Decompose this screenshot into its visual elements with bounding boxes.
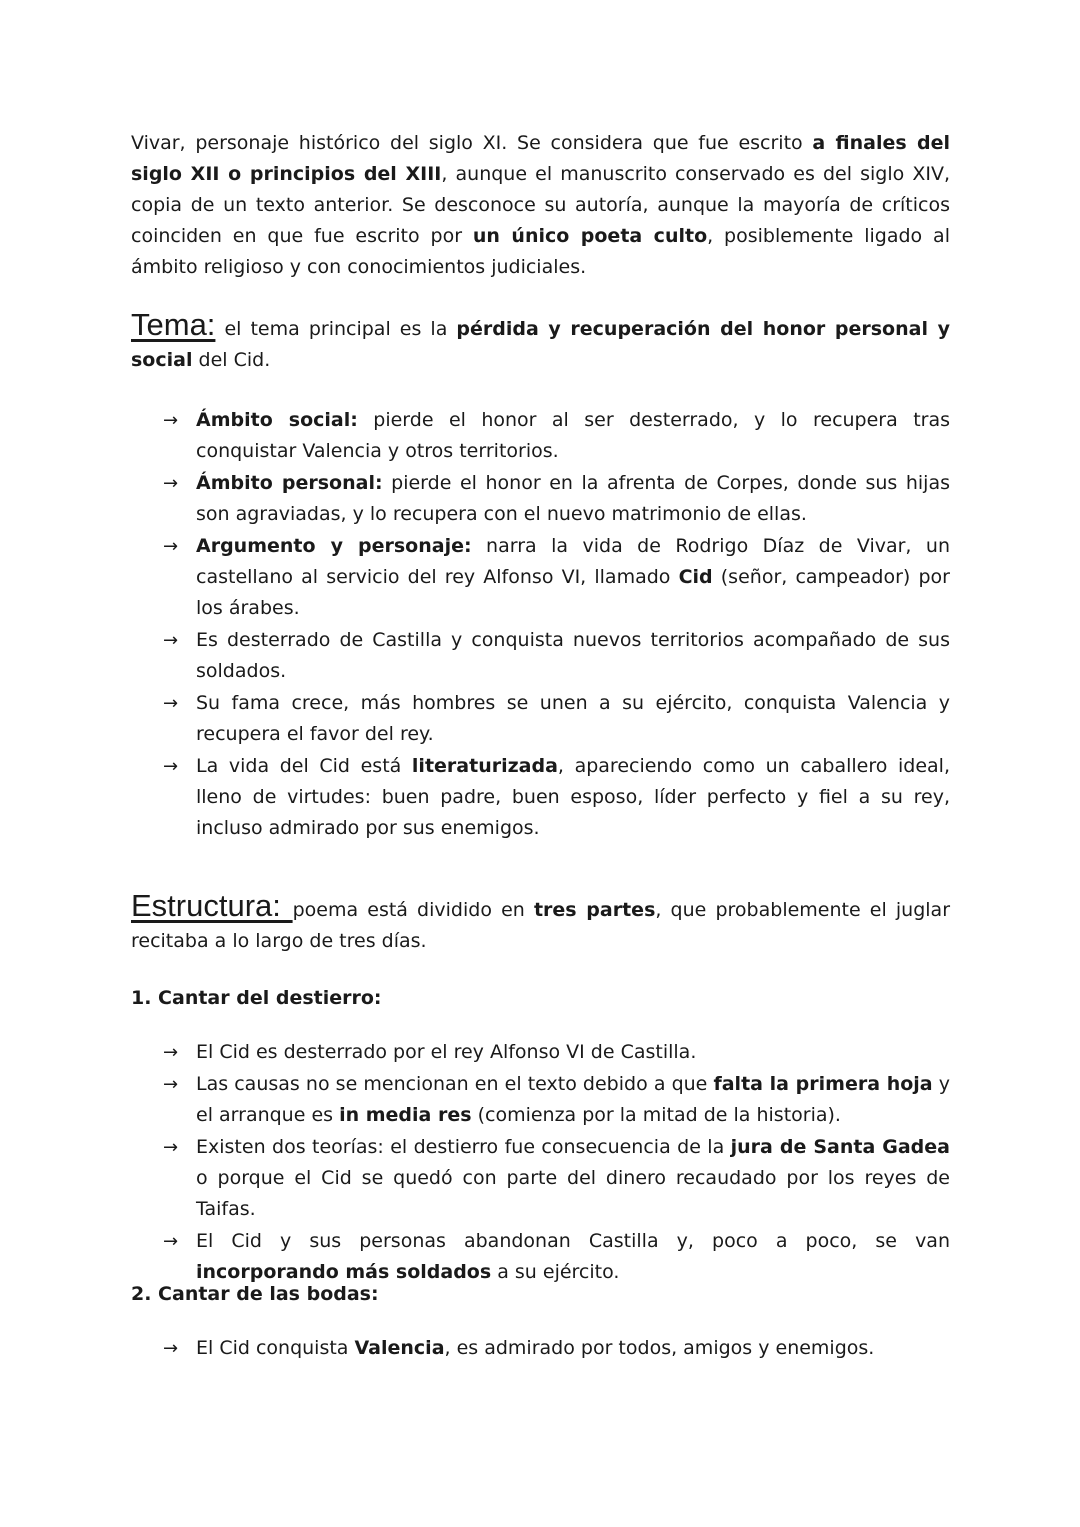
bold-text: Ámbito personal: [196,472,383,494]
arrow-right-icon: → [163,1137,179,1158]
tema-paragraph [131,309,950,376]
bold-text: jura de Santa Gadea [730,1136,950,1158]
cantar1-title: 1. Cantar del destierro: [131,987,382,1009]
arrow-right-icon: → [163,693,179,714]
text-run: (comienza por la mitad de la historia). [471,1104,841,1126]
list-item [131,531,950,624]
text-run: Existen dos teorías: el destierro fue consecuencia de la [196,1136,731,1158]
arrow-right-icon: → [163,1074,179,1095]
text-run: y el arranque es [196,1073,950,1126]
arrow-right-icon: → [163,1042,179,1063]
arrow-right-icon: → [163,1231,179,1252]
tema-text [131,318,950,371]
tema-heading: Tema: [131,307,216,342]
bold-text: falta la primera hoja [713,1073,933,1095]
text-run: del Cid. [192,349,271,371]
text-run: El Cid es desterrado por el rey Alfonso VI de Castilla. [196,1041,697,1063]
tema-list [131,405,950,845]
bold-text: un único poeta culto [472,225,708,247]
text-run: a su ejército. [491,1261,620,1283]
text-run: , es admirado por todos, amigos y enemigos. [444,1337,875,1359]
list-item [131,1333,950,1364]
list-item [131,1037,950,1068]
estructura-section [131,890,950,957]
arrow-right-icon: → [163,1338,179,1359]
arrow-right-icon: → [163,536,179,557]
bold-text: Valencia [354,1337,445,1359]
list-item [131,688,950,750]
bold-text: a finales del siglo XII o principios del XIII [131,132,950,185]
bold-text: in media res [339,1104,472,1126]
bold-text: Argumento y personaje: [196,535,472,557]
arrow-right-icon: → [163,630,179,651]
tema-section [131,309,950,376]
list-item [131,1069,950,1131]
text-run: La vida del Cid está [196,755,412,777]
list-item [131,625,950,687]
list-item [131,751,950,844]
bold-text: Ámbito social: [196,409,358,431]
list-item [131,405,950,467]
bold-text: literaturizada [411,755,558,777]
arrow-right-icon: → [163,473,179,494]
text-run: pierde el honor en la afrenta de Corpes, donde sus hijas son agraviadas, y lo recupera con el nuevo matrimonio de ellas. [196,472,951,525]
list-item [131,468,950,530]
text-run: o porque el Cid se quedó con parte del dinero recaudado por los reyes de Taifas. [196,1167,950,1220]
estructura-paragraph [131,890,950,957]
text-run: , apareciendo como un caballero ideal, lleno de virtudes: buen padre, buen esposo, líder perfecto y fiel a su rey, incluso admirado por sus enemigos. [196,755,950,839]
text-run: , que probablemente el juglar recitaba a lo largo de tres días. [131,899,951,952]
estructura-heading: Estructura: [131,888,293,923]
bold-text: tres partes [533,899,656,921]
text-run: poema está dividido en [292,899,534,921]
bold-text: Cid [678,566,713,588]
bold-text: incorporando más soldados [196,1261,492,1283]
text-run: (señor, campeador) por los árabes. [196,566,950,619]
text-run: El Cid y sus personas abandonan Castilla y, poco a poco, se van [196,1230,950,1252]
text-run: el tema principal es la [215,318,457,340]
text-run: El Cid conquista [196,1337,355,1359]
text-run: Vivar, personaje histórico del siglo XI. Se considera que fue escrito [131,132,813,154]
text-run: pierde el honor al ser desterrado, y lo recupera tras conquistar Valencia y otros territorios. [196,409,950,462]
text-run: Su fama crece, más hombres se unen a su ejército, conquista Valencia y recupera el favor del rey. [196,692,950,745]
cantar2-list [131,1333,950,1365]
arrow-right-icon: → [163,756,179,777]
bold-text: pérdida y recuperación del honor personal y social [131,318,950,371]
text-run: narra la vida de Rodrigo Díaz de Vivar, un castellano al servicio del rey Alfonso VI, llamado [196,535,950,588]
text-run: , aunque el manuscrito conservado es del siglo XIV, copia de un texto anterior. Se desconoce su autoría, aunque la mayoría de críticos coinciden en que fue escrito por [131,163,950,247]
arrow-right-icon: → [163,410,179,431]
cantar1-list [131,1037,950,1289]
cantar2-title: 2. Cantar de las bodas: [131,1283,379,1305]
intro-paragraph [131,128,950,283]
text-run: Es desterrado de Castilla y conquista nuevos territorios acompañado de sus soldados. [196,629,950,682]
list-item [131,1132,950,1225]
text-run: , posiblemente ligado al ámbito religioso y con conocimientos judiciales. [131,225,950,278]
text-run: Las causas no se mencionan en el texto debido a que [196,1073,714,1095]
